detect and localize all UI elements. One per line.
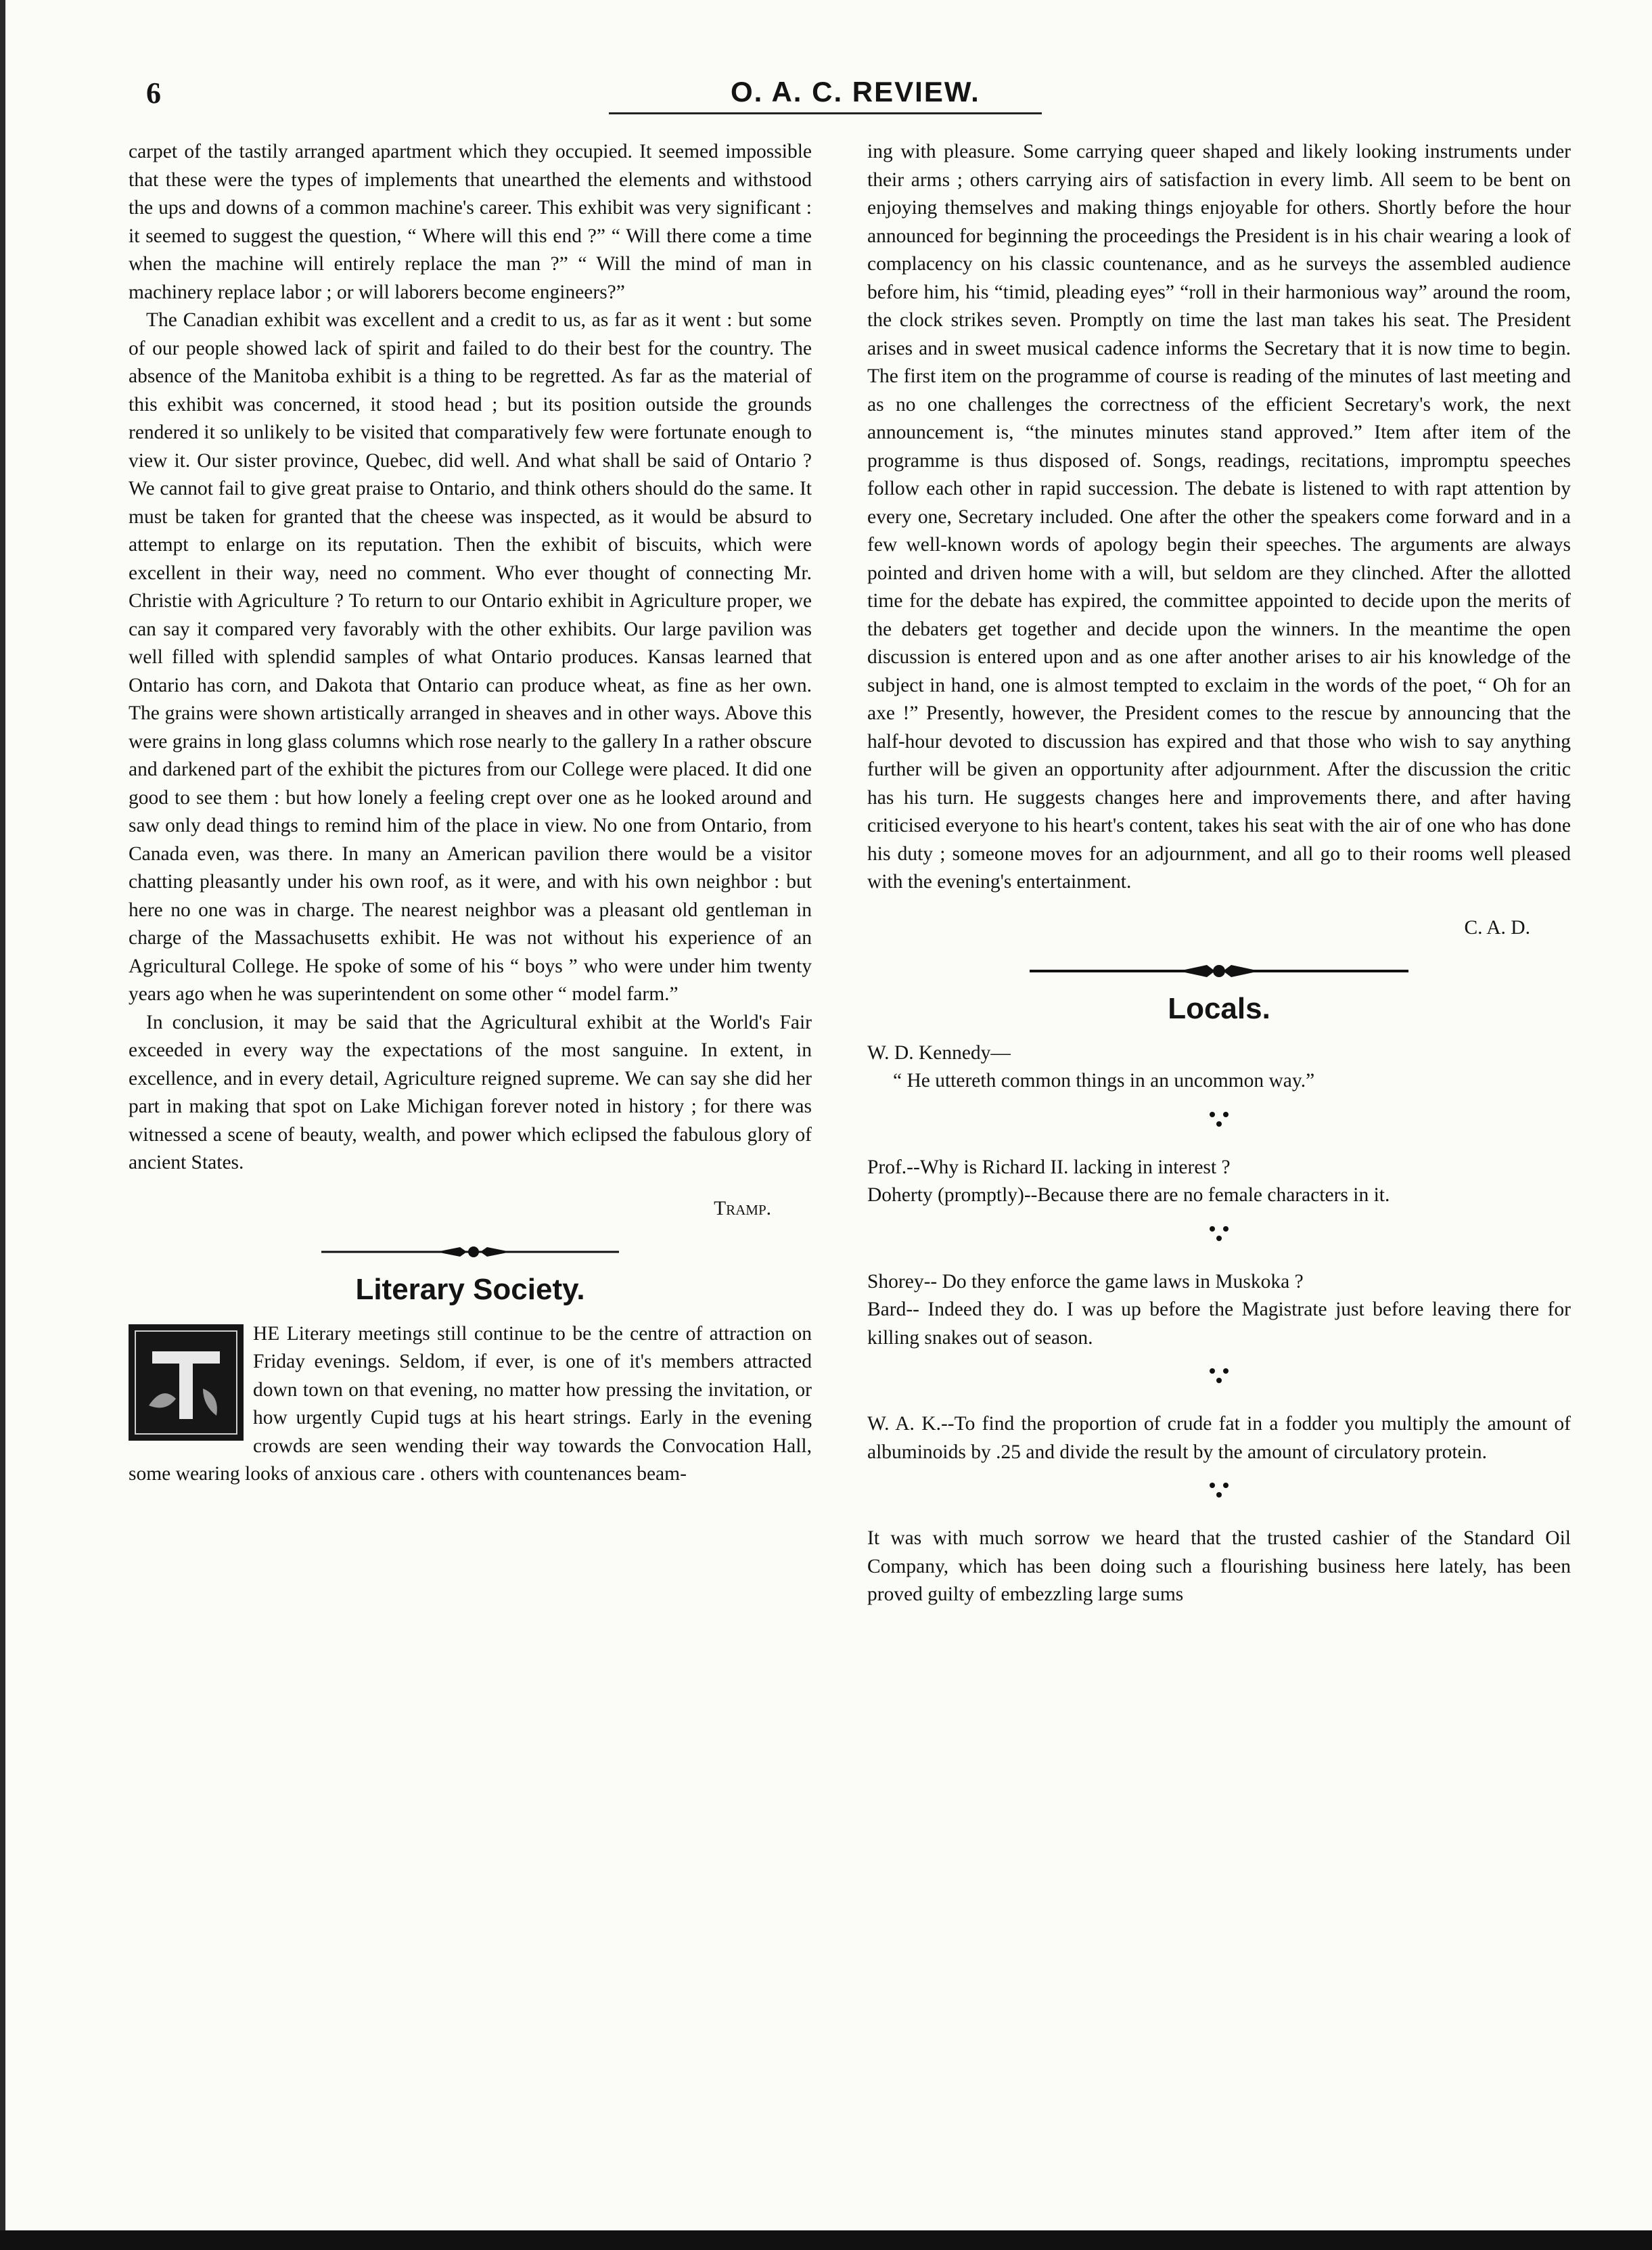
local-item: W. A. K.--To find the proportion of crude fat in a fodder you multiply the amount of albuminoids by .25 and divide the result by the amount of circulatory protein. [867,1413,1571,1463]
asterism-divider [1206,1480,1233,1500]
article-signature: C. A. D. [1464,916,1530,939]
scan-bottom-edge [0,2230,1652,2250]
running-title: O. A. C. REVIEW. [731,76,980,108]
section-heading-literary-society: Literary Society. [355,1273,585,1306]
article-paragraph: HE Literary meetings still continue to be the centre of attraction on Friday evenings. Seldom, if ever, is one of it's members attracted down town on that evening, no matter how pressing the invitation, or how urgently Cupid tugs at his heart strings. Early in the evening crowds are seen wending their way towards the Convocation Hall, some wearing looks of anxious care . others with countenances beam- [129,1322,812,1485]
article-paragraph: carpet of the tastily arranged apartment which they occupied. It seemed impossible that these were the types of implements that unearthed the elements and withstood the ups and downs of a common machine's career. This exhibit was very significant : it seemed to suggest the question, “ Where will this end ?” “ Will there come a time when the machine will entirely replace the man ?” “ Will the mind of man in machinery replace labor ; or will laborers become engineers?” [129,141,812,303]
header-rule [609,112,1042,114]
drop-cap-initial-t [129,1324,244,1441]
local-item: It was with much sorrow we heard that the trusted cashier of the Standard Oil Company, which has been doing such a flourishing business here lately, has been proved guilty of embezzling large sums [867,1527,1571,1605]
scan-edge [0,0,5,2250]
left-column [129,138,812,1489]
section-ornament [321,1242,619,1262]
asterism-divider [1206,1223,1233,1244]
local-item: Prof.--Why is Richard II. lacking in interest ? [867,1156,1231,1178]
page-number: 6 [146,76,161,110]
article-paragraph: ing with pleasure. Some carrying queer shaped and likely looking instruments under their arms ; others carrying airs of satisfaction in every limb. All seem to be bent on enjoying themselves and making things enjoyable for others. Shortly before the hour announced for beginning the proceedings the President is in his chair wearing a look of complacency on his classic countenance, and as he surveys the assembled audience before him, his “timid, pleading eyes” “roll in their harmonious way” around the room, the clock strikes seven. Promptly on time the last man takes his seat. The President arises and in sweet musical cadence informs the Secretary that it is now time to begin. The first item on the programme of course is reading of the minutes of last meeting and as no one challenges the correctness of the efficient Secretary's work, the next announcement is, “the minutes minutes stand approved.” Item after item of the programme is thus disposed of. Songs, readings, recitations, impromptu speeches follow each other in rapid succession. The debate is listened to with rapt attention by every one, Secretary included. One after the other the speakers come forward and in a few well-known words of apology begin their speeches. The arguments are always pointed and driven home with a will, but seldom are they clinched. After the allotted time for the debate has expired, the committee appointed to decide upon the merits of the debaters get together and decide upon the winners. In the meantime the open discussion is entered upon and as one after another arises to air his knowledge of the subject in hand, one is almost tempted to exclaim in the words of the poet, “ Oh for an axe !” Presently, however, the President comes to the rescue by announcing that the half-hour devoted to discussion has expired and that those who wish to say anything further will be given an opportunity after adjournment. After the discussion the critic has his turn. He suggests changes here and improvements there, and after having criticised everyone to his heart's content, takes his seat with the air of one who has done his duty ; someone moves for an adjournment, and all go to their rooms well pleased with the evening's entertainment. [867,141,1571,893]
asterism-divider [1206,1366,1233,1386]
article-signature: Tramp. [714,1197,771,1219]
article-paragraph: The Canadian exhibit was excellent and a credit to us, as far as it went : but some of our people showed lack of spirit and failed to do their best for the country. The absence of the Manitoba exhibit is a thing to be regretted. As far as the material of this exhibit was concerned, it stood head ; but its position outside the grounds rendered it so unlikely to be visited that comparatively few were fortunate enough to view it. Our sister province, Quebec, did well. And what shall be said of Ontario ? We cannot fail to give great praise to Ontario, and think others should do the same. It must be taken for granted that the cheese was inspected, as it would be absurd to attempt to enlarge on its reputation. Then the exhibit of biscuits, which were excellent in their way, need no comment. Who ever thought of connecting Mr. Christie with Agriculture ? To return to our Ontario exhibit in Agriculture proper, we can say it compared very favorably with the other exhibits. Our large pavilion was well filled with splendid samples of what Ontario produces. Kansas learned that Ontario has corn, and Dakota that Ontario can produce wheat, as fine as her own. The grains were shown artistically arranged in sheaves and in other ways. Above this were grains in long glass columns which rose nearly to the gallery In a rather obscure and darkened part of the exhibit the pictures from our College were placed. It did one good to see them : but how lonely a feeling crept over one as he looked around and saw only dead things to remind him of the place in view. No one from Ontario, from Canada even, was there. In many an American pavilion there would be a visitor chatting pleasantly under his own roof, as it were, and with his own neighbor : but here no one was in charge. The nearest neighbor was a pleasant old gentleman in charge of the Massachusetts exhibit. He was not without his experience of an Agricultural College. He spoke of some of his “ boys ” who were under him twenty years ago when he was superintendent on some other “ model farm.” [129,309,812,1005]
local-item: Doherty (promptly)--Because there are no female characters in it. [867,1184,1390,1206]
local-item: Shorey-- Do they enforce the game laws in Muskoka ? [867,1270,1304,1292]
asterism-divider [1206,1109,1233,1129]
local-item: “ He uttereth common things in an uncommon way.” [893,1070,1315,1092]
section-heading-locals: Locals. [1168,992,1270,1025]
section-ornament [1030,961,1408,981]
right-column [867,138,1571,1609]
local-item: Bard-- Indeed they do. I was up before the Magistrate just before leaving there for killing snakes out of season. [867,1299,1571,1349]
article-paragraph: In conclusion, it may be said that the Agricultural exhibit at the World's Fair exceeded in every way the expectations of the most sanguine. In extent, in excellence, and in every detail, Agriculture reigned supreme. We can say she did her part in making that spot on Lake Michigan forever noted in history ; for there was witnessed a scene of beauty, wealth, and power which eclipsed the fabulous glory of ancient States. [129,1011,812,1173]
local-item: W. D. Kennedy— [867,1041,1011,1064]
